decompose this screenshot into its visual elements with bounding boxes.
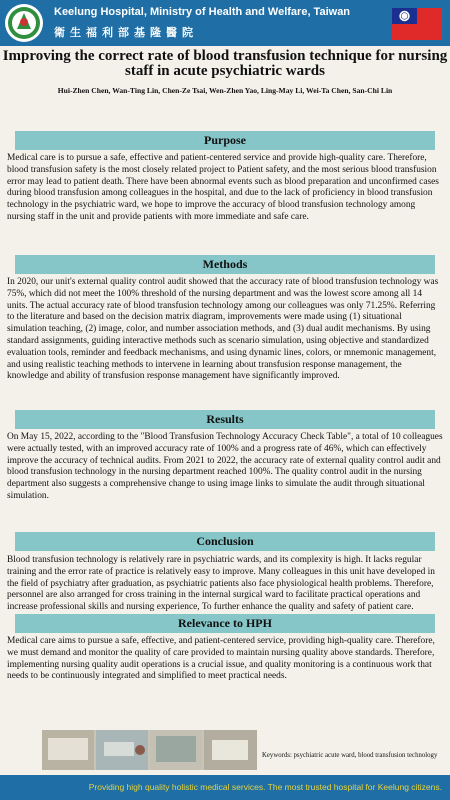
hospital-name-en: Keelung Hospital, Ministry of Health and Welfare, Taiwan: [54, 6, 351, 18]
section-body-purpose: Medical care is to pursue a safe, effective and patient-centered service and provide high-quality care. Therefore, blood transfusion safety is the most closely related project to Patient safety, and the most serious blood transfusion error may lead to patient death. There have been abnormal events such as blood preparation and unconfirmed cases during blood transfusion among colleagues in the hospital, and due to the lack of proficiency in blood transfusion technology in the psychiatric ward, we hope to improve the accuracy of blood transfusion technology among nursing staff in the unit and provide patients with more immediate and safe care.: [7, 153, 439, 222]
poster-title: Improving the correct rate of blood transfusion technique for nursing staff in acute psychiatric wards: [2, 48, 448, 79]
photo-strip: [42, 730, 257, 770]
footer-bar: [0, 775, 450, 800]
section-body-relevance: Medical care aims to pursue a safe, effective, and patient-centered service, providing high-quality care. Therefore, we must demand and monitor the quality of care provided to maintain nursing quality above standards. Therefore, implementing nursing quality audit operations is a crucial issue, and quality monitoring is a continuous work that needs to be continuously integrated and simplified to meet practical needs.: [7, 636, 435, 682]
section-body-results: On May 15, 2022, according to the "Blood Transfusion Technology Accuracy Check Table", a total of 10 colleagues were actually tested, with an improved accuracy rate of 100% and a progress rate of 46%, which can effectively improve the accuracy of technical audits. From 2021 to 2022, the accuracy rate of external quality control audit and blood transfusion technology in the nursing department reached 100%. The quality control audit in the nursing department also suggests a comprehensive change to using image links to simulate the audit through situational simulation.: [7, 432, 443, 501]
section-body-methods: In 2020, our unit's external quality control audit showed that the accuracy rate of blood transfusion technology was 75%, which did not meet the 100% threshold of the nursing department and was the lowest score among all 14 units. The actual accuracy rate of blood transfusion technology among our colleagues was only 71.25%. Referring to the literature and based on the decision matrix diagram, improvements were made using (1) situational simulation teaching, (2) image, color, and number association methods, and (3) dual audit mechanisms. By using standard assignments, guiding interactive methods such as scenario simulation, using objective and standardized evaluation tools, reminder and feedback mechanisms, and using dynamic lines, colors, or mnemonic management, and using realistic teaching methods to intervene in learning about transfusion response management, the knowledge and ability of transfusion response management have significantly improved.: [7, 277, 439, 382]
header-bar: [0, 0, 450, 46]
section-heading-methods: Methods: [15, 255, 435, 274]
section-heading-results: Results: [15, 410, 435, 429]
section-heading-relevance: Relevance to HPH: [15, 614, 435, 633]
author-list: Hui-Zhen Chen, Wan-Ting Lin, Chen-Ze Tsai, Wen-Zhen Yao, Ling-May Li, Wei-Ta Chen, San-Chi Lin: [57, 86, 393, 95]
footer-slogan: Providing high quality holistic medical services. The most trusted hospital for Keelung citizens.: [88, 782, 442, 792]
taiwan-flag-icon: [392, 8, 442, 40]
section-heading-conclusion: Conclusion: [15, 532, 435, 551]
section-heading-purpose: Purpose: [15, 131, 435, 150]
hospital-seal-logo: [4, 3, 44, 43]
hospital-name-zh: 衛生福利部基隆醫院: [54, 26, 198, 39]
section-body-conclusion: Blood transfusion technology is relatively rare in psychiatric wards, and its complexity is high. It lacks regular training and the error rate of practice is relatively easy to improve. Many colleagues in this unit have developed in the field of psychiatry after graduation, as psychiatric patients also face physiological health problems. Therefore, personnel are also arranged for cross training in the internal surgical ward to facilitate practical operations and increase professional skills and nursing experience, To further enhance the quality and safety of patient care.: [7, 555, 435, 613]
keywords-text: Keywords: psychiatric acute ward, blood transfusion technology: [262, 752, 438, 759]
